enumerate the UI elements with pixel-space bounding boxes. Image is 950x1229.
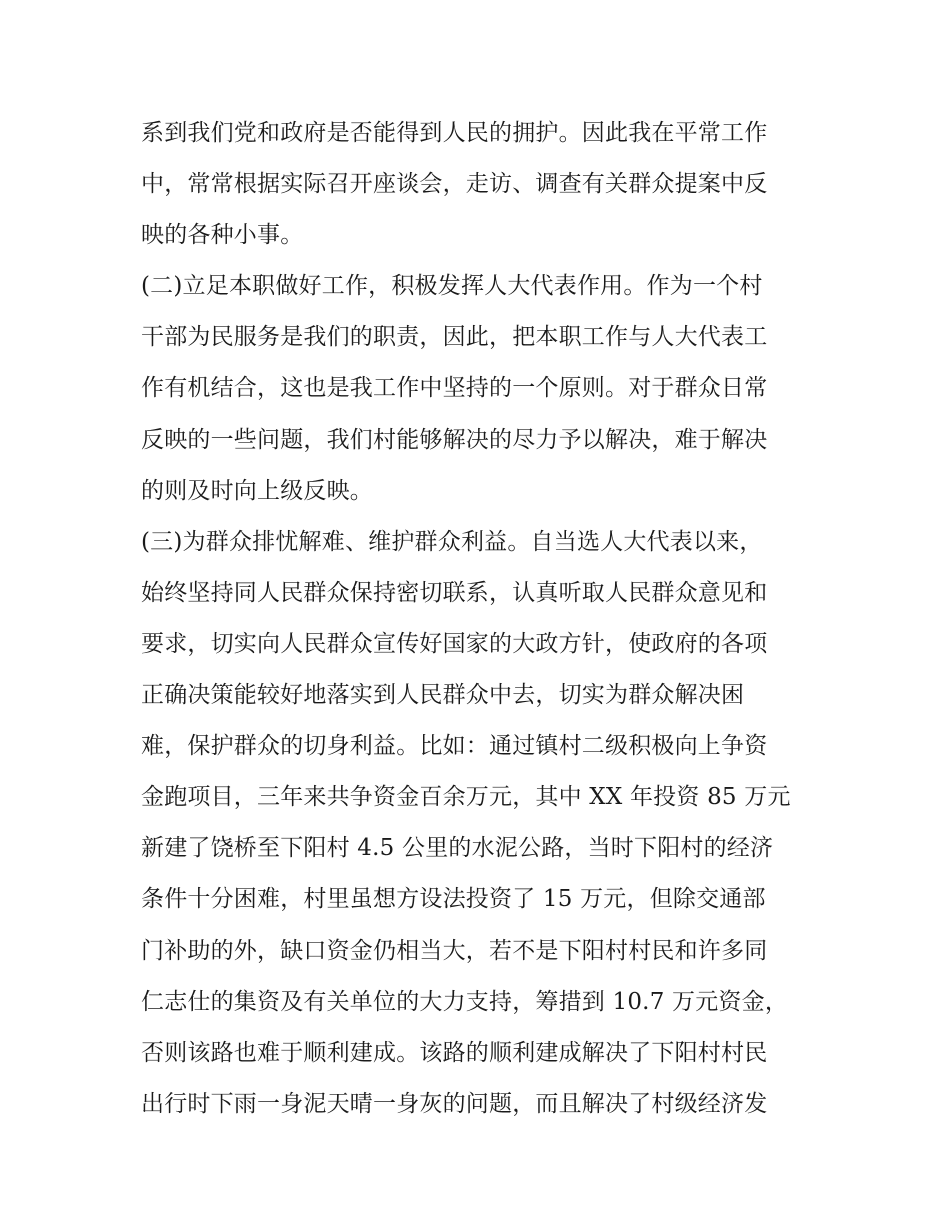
text-line: 金跑项目，三年来共争资金百余万元，其中 XX 年投资 85 万元 (141, 784, 791, 811)
text-line: 系到我们党和政府是否能得到人民的拥护。因此我在平常工作 (141, 120, 768, 146)
text-line: (三)为群众排忧解难、维护群众利益。自当选人大代表以来， (141, 528, 763, 555)
text-line: 干部为民服务是我们的职责，因此，把本职工作与人大代表工 (141, 324, 768, 351)
text-line: 门补助的外，缺口资金仍相当大，若不是下阳村村民和许多同 (141, 937, 768, 964)
text-line: 正确决策能较好地落实到人民群众中去，切实为群众解决困 (141, 682, 745, 709)
text-line: 反映的一些问题，我们村能够解决的尽力予以解决，难于解决 (141, 426, 768, 453)
text-line: 否则该路也难于顺利建成。该路的顺利建成解决了下阳村村民 (141, 1039, 768, 1066)
text-line: 始终坚持同人民群众保持密切联系，认真听取人民群众意见和 (141, 579, 768, 606)
text-line: 新建了饶桥至下阳村 4.5 公里的水泥公路，当时下阳村的经济 (141, 835, 774, 862)
text-line: 仁志仕的集资及有关单位的大力支持，筹措到 10.7 万元资金， (141, 988, 789, 1015)
text-line: 出行时下雨一身泥天晴一身灰的问题，而且解决了村级经济发 (141, 1090, 768, 1117)
text-line: 条件十分困难，村里虽想方设法投资了 15 万元，但除交通部 (141, 886, 766, 913)
text-line: 映的各种小事。 (141, 222, 304, 249)
text-line: (二)立足本职做好工作，积极发挥人大代表作用。作为一个村 (141, 273, 763, 300)
text-line: 难，保护群众的切身利益。比如：通过镇村二级积极向上争资 (141, 733, 768, 760)
text-line: 作有机结合，这也是我工作中坚持的一个原则。对于群众日常 (141, 375, 768, 402)
text-line: 中，常常根据实际召开座谈会，走访、调查有关群众提案中反 (141, 171, 768, 198)
body-text (141, 108, 821, 1130)
text-line: 的则及时向上级反映。 (141, 477, 373, 504)
text-line: 要求，切实向人民群众宣传好国家的大政方针，使政府的各项 (141, 630, 768, 657)
